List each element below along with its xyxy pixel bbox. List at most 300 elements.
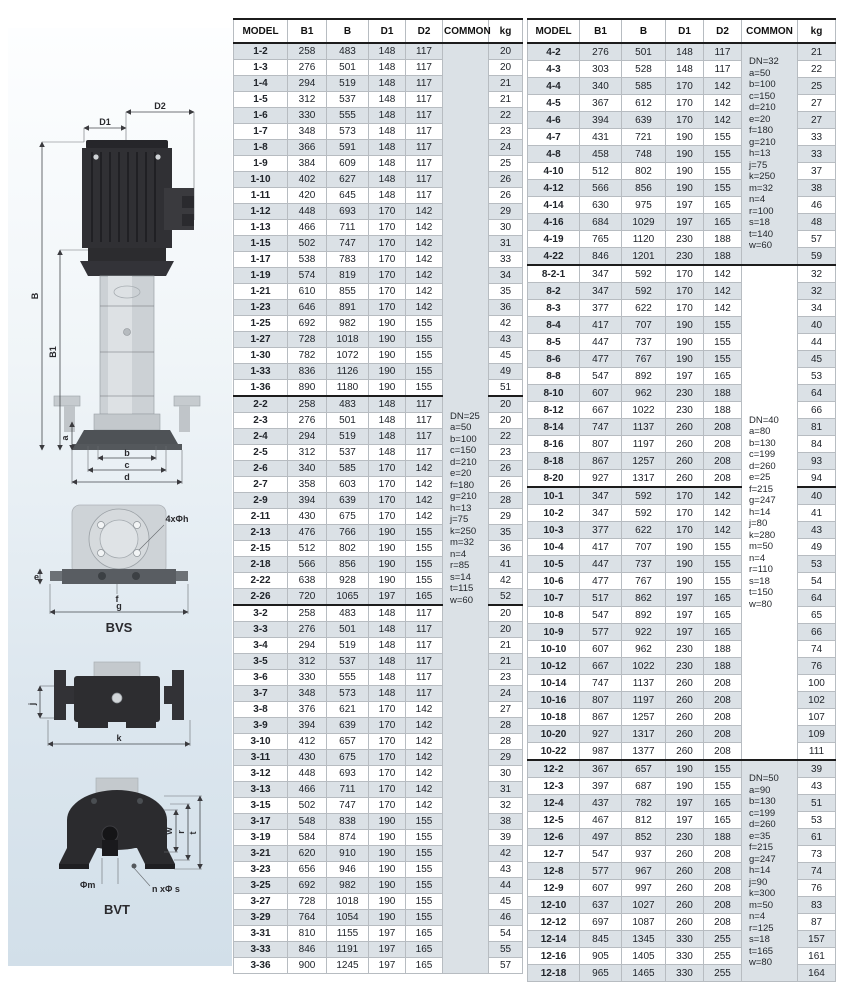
kg-cell: 76 bbox=[798, 880, 836, 897]
dim-value-cell: 737 bbox=[622, 556, 666, 573]
kg-cell: 38 bbox=[489, 814, 523, 830]
dim-value-cell: 965 bbox=[580, 965, 622, 982]
col-header-model: MODEL bbox=[234, 19, 288, 43]
dim-value-cell: 117 bbox=[406, 396, 443, 413]
dim-label-r: r bbox=[176, 830, 186, 834]
dim-value-cell: 1126 bbox=[327, 364, 369, 380]
model-cell: 12-16 bbox=[528, 948, 580, 965]
kg-cell: 107 bbox=[798, 709, 836, 726]
model-cell: 4-3 bbox=[528, 61, 580, 78]
model-cell: 3-9 bbox=[234, 718, 288, 734]
dim-value-cell: 190 bbox=[666, 573, 704, 590]
dim-value-cell: 838 bbox=[327, 814, 369, 830]
kg-cell: 23 bbox=[489, 124, 523, 140]
dim-value-cell: 1201 bbox=[622, 248, 666, 266]
dim-value-cell: 967 bbox=[622, 863, 666, 880]
kg-cell: 22 bbox=[489, 429, 523, 445]
dim-value-cell: 208 bbox=[704, 880, 742, 897]
kg-cell: 53 bbox=[798, 556, 836, 573]
common-dimensions-cell: DN=50 a=90 b=130 c=199 d=260 e=35 f=215 g=247 h=14 j=90 k=300 m=50 n=4 r=125 s=18 t=165 w=80 bbox=[742, 760, 798, 982]
kg-cell: 81 bbox=[798, 419, 836, 436]
dim-value-cell: 547 bbox=[580, 368, 622, 385]
dim-value-cell: 148 bbox=[369, 654, 406, 670]
dim-value-cell: 782 bbox=[622, 795, 666, 812]
bolt-hole bbox=[98, 522, 105, 529]
table-row bbox=[528, 43, 836, 61]
model-cell: 4-2 bbox=[528, 43, 580, 61]
dim-value-cell: 294 bbox=[288, 638, 327, 654]
dim-value-cell: 555 bbox=[327, 108, 369, 124]
kg-cell: 24 bbox=[489, 686, 523, 702]
dim-value-cell: 810 bbox=[288, 926, 327, 942]
dim-value-cell: 687 bbox=[622, 778, 666, 795]
dim-value-cell: 538 bbox=[288, 252, 327, 268]
model-cell: 2-5 bbox=[234, 445, 288, 461]
dim-value-cell: 142 bbox=[406, 750, 443, 766]
model-cell: 3-25 bbox=[234, 878, 288, 894]
dim-value-cell: 142 bbox=[704, 265, 742, 283]
dim-value-cell: 197 bbox=[369, 926, 406, 942]
col-header-d2: D2 bbox=[704, 19, 742, 43]
dim-value-cell: 340 bbox=[288, 461, 327, 477]
dim-value-cell: 155 bbox=[406, 557, 443, 573]
model-cell: 1-25 bbox=[234, 316, 288, 332]
kg-cell: 35 bbox=[489, 525, 523, 541]
dim-value-cell: 170 bbox=[369, 300, 406, 316]
dim-value-cell: 276 bbox=[580, 43, 622, 61]
hole-dia-label: Φm bbox=[80, 880, 96, 890]
kg-cell: 37 bbox=[798, 163, 836, 180]
model-cell: 10-2 bbox=[528, 505, 580, 522]
dim-value-cell: 767 bbox=[622, 351, 666, 368]
dim-value-cell: 117 bbox=[406, 43, 443, 60]
kg-cell: 87 bbox=[798, 914, 836, 931]
model-cell: 12-12 bbox=[528, 914, 580, 931]
dim-value-cell: 208 bbox=[704, 692, 742, 709]
kg-cell: 24 bbox=[489, 140, 523, 156]
model-cell: 8-2-1 bbox=[528, 265, 580, 283]
model-cell: 8-8 bbox=[528, 368, 580, 385]
dim-value-cell: 483 bbox=[327, 43, 369, 60]
dim-value-cell: 190 bbox=[369, 348, 406, 364]
kg-cell: 23 bbox=[489, 445, 523, 461]
dim-value-cell: 165 bbox=[704, 214, 742, 231]
dim-value-cell: 190 bbox=[666, 556, 704, 573]
dim-value-cell: 230 bbox=[666, 641, 704, 658]
dim-value-cell: 255 bbox=[704, 931, 742, 948]
dim-value-cell: 303 bbox=[580, 61, 622, 78]
dim-value-cell: 721 bbox=[622, 129, 666, 146]
dim-value-cell: 260 bbox=[666, 880, 704, 897]
dim-value-cell: 900 bbox=[288, 958, 327, 974]
kg-cell: 32 bbox=[798, 283, 836, 300]
model-cell: 3-10 bbox=[234, 734, 288, 750]
model-cell: 10-9 bbox=[528, 624, 580, 641]
dim-value-cell: 142 bbox=[406, 477, 443, 493]
dim-value-cell: 637 bbox=[580, 897, 622, 914]
model-cell: 3-27 bbox=[234, 894, 288, 910]
dim-value-cell: 255 bbox=[704, 965, 742, 982]
dim-value-cell: 1405 bbox=[622, 948, 666, 965]
dim-value-cell: 946 bbox=[327, 862, 369, 878]
dim-value-cell: 197 bbox=[369, 942, 406, 958]
model-cell: 8-3 bbox=[528, 300, 580, 317]
dim-value-cell: 519 bbox=[327, 76, 369, 92]
dim-value-cell: 208 bbox=[704, 743, 742, 761]
dim-value-cell: 720 bbox=[288, 589, 327, 606]
dim-value-cell: 142 bbox=[406, 718, 443, 734]
dim-value-cell: 208 bbox=[704, 709, 742, 726]
dim-value-cell: 855 bbox=[327, 284, 369, 300]
dim-value-cell: 190 bbox=[666, 351, 704, 368]
kg-cell: 20 bbox=[489, 43, 523, 60]
model-cell: 10-20 bbox=[528, 726, 580, 743]
dim-value-cell: 142 bbox=[406, 766, 443, 782]
dim-value-cell: 230 bbox=[666, 248, 704, 266]
dim-label-j: j bbox=[27, 702, 37, 706]
dim-value-cell: 747 bbox=[327, 236, 369, 252]
dim-value-cell: 466 bbox=[288, 220, 327, 236]
dim-value-cell: 190 bbox=[369, 541, 406, 557]
dim-value-cell: 170 bbox=[369, 702, 406, 718]
model-cell: 1-27 bbox=[234, 332, 288, 348]
dim-value-cell: 155 bbox=[406, 316, 443, 332]
dim-label-b-total: B bbox=[30, 292, 40, 300]
dim-value-cell: 170 bbox=[666, 283, 704, 300]
model-cell: 12-5 bbox=[528, 812, 580, 829]
dim-value-cell: 1120 bbox=[622, 231, 666, 248]
dim-value-cell: 148 bbox=[369, 686, 406, 702]
dim-value-cell: 330 bbox=[288, 108, 327, 124]
dim-value-cell: 188 bbox=[704, 248, 742, 266]
dim-value-cell: 412 bbox=[288, 734, 327, 750]
model-cell: 1-10 bbox=[234, 172, 288, 188]
dim-value-cell: 170 bbox=[666, 95, 704, 112]
model-cell: 10-6 bbox=[528, 573, 580, 590]
dim-value-cell: 170 bbox=[369, 204, 406, 220]
model-cell: 10-1 bbox=[528, 487, 580, 505]
dim-value-cell: 1155 bbox=[327, 926, 369, 942]
model-cell: 2-11 bbox=[234, 509, 288, 525]
dim-value-cell: 621 bbox=[327, 702, 369, 718]
kg-cell: 65 bbox=[798, 607, 836, 624]
kg-cell: 20 bbox=[489, 622, 523, 638]
dim-value-cell: 208 bbox=[704, 453, 742, 470]
dim-value-cell: 447 bbox=[580, 556, 622, 573]
dim-value-cell: 190 bbox=[369, 878, 406, 894]
model-cell: 10-5 bbox=[528, 556, 580, 573]
dim-value-cell: 170 bbox=[369, 782, 406, 798]
dim-label-b: b bbox=[124, 448, 130, 458]
dim-value-cell: 142 bbox=[406, 461, 443, 477]
dim-value-cell: 330 bbox=[666, 965, 704, 982]
model-cell: 8-12 bbox=[528, 402, 580, 419]
dim-value-cell: 630 bbox=[580, 197, 622, 214]
dim-value-cell: 142 bbox=[406, 493, 443, 509]
dim-value-cell: 607 bbox=[580, 641, 622, 658]
kg-cell: 40 bbox=[798, 487, 836, 505]
kg-cell: 49 bbox=[489, 364, 523, 380]
model-cell: 12-9 bbox=[528, 880, 580, 897]
col-header-kg: kg bbox=[798, 19, 836, 43]
kg-cell: 53 bbox=[798, 368, 836, 385]
dim-value-cell: 592 bbox=[622, 505, 666, 522]
kg-cell: 57 bbox=[489, 958, 523, 974]
kg-cell: 64 bbox=[798, 385, 836, 402]
dim-value-cell: 117 bbox=[406, 686, 443, 702]
dim-value-cell: 155 bbox=[704, 334, 742, 351]
dim-value-cell: 190 bbox=[666, 129, 704, 146]
dim-value-cell: 807 bbox=[580, 436, 622, 453]
model-cell: 2-3 bbox=[234, 413, 288, 429]
dim-value-cell: 148 bbox=[666, 43, 704, 61]
model-cell: 2-22 bbox=[234, 573, 288, 589]
model-cell: 1-4 bbox=[234, 76, 288, 92]
dim-value-cell: 117 bbox=[406, 605, 443, 622]
model-cell: 12-4 bbox=[528, 795, 580, 812]
dim-value-cell: 148 bbox=[369, 670, 406, 686]
dim-value-cell: 170 bbox=[369, 798, 406, 814]
dim-value-cell: 188 bbox=[704, 658, 742, 675]
model-cell: 3-13 bbox=[234, 782, 288, 798]
dim-value-cell: 260 bbox=[666, 897, 704, 914]
dim-value-cell: 512 bbox=[580, 163, 622, 180]
dim-value-cell: 1197 bbox=[622, 692, 666, 709]
common-dimensions-cell: DN=32 a=50 b=100 c=150 d=210 e=20 f=180 g=210 h=13 j=75 k=250 m=32 n=4 r=100 s=18 t=140 w=60 bbox=[742, 43, 798, 265]
dim-value-cell: 987 bbox=[580, 743, 622, 761]
model-cell: 3-23 bbox=[234, 862, 288, 878]
dim-value-cell: 260 bbox=[666, 692, 704, 709]
dim-value-cell: 170 bbox=[369, 493, 406, 509]
pump-front-drawing bbox=[14, 100, 226, 496]
dim-value-cell: 155 bbox=[406, 830, 443, 846]
dim-value-cell: 148 bbox=[369, 413, 406, 429]
model-cell: 2-7 bbox=[234, 477, 288, 493]
table-row bbox=[528, 760, 836, 778]
dim-value-cell: 330 bbox=[666, 948, 704, 965]
dim-value-cell: 667 bbox=[580, 402, 622, 419]
dim-value-cell: 155 bbox=[406, 541, 443, 557]
dim-value-cell: 276 bbox=[288, 622, 327, 638]
dim-value-cell: 190 bbox=[666, 760, 704, 778]
dim-value-cell: 975 bbox=[622, 197, 666, 214]
drawing-panel bbox=[8, 28, 232, 966]
dim-value-cell: 260 bbox=[666, 743, 704, 761]
dim-value-cell: 142 bbox=[406, 782, 443, 798]
dim-value-cell: 645 bbox=[327, 188, 369, 204]
model-cell: 10-4 bbox=[528, 539, 580, 556]
dim-value-cell: 208 bbox=[704, 897, 742, 914]
dim-value-cell: 155 bbox=[406, 332, 443, 348]
dim-value-cell: 477 bbox=[580, 351, 622, 368]
dim-value-cell: 208 bbox=[704, 726, 742, 743]
kg-cell: 43 bbox=[489, 862, 523, 878]
kg-cell: 31 bbox=[489, 236, 523, 252]
dim-value-cell: 142 bbox=[704, 95, 742, 112]
kg-cell: 93 bbox=[798, 453, 836, 470]
dim-value-cell: 458 bbox=[580, 146, 622, 163]
model-cell: 4-6 bbox=[528, 112, 580, 129]
dim-value-cell: 142 bbox=[704, 505, 742, 522]
dim-label-t: t bbox=[188, 831, 198, 835]
dim-value-cell: 188 bbox=[704, 385, 742, 402]
dim-value-cell: 573 bbox=[327, 686, 369, 702]
dim-value-cell: 294 bbox=[288, 429, 327, 445]
dim-value-cell: 347 bbox=[580, 505, 622, 522]
bolt-count-label: 4xΦh bbox=[165, 514, 189, 524]
kg-cell: 100 bbox=[798, 675, 836, 692]
kg-cell: 28 bbox=[489, 493, 523, 509]
dim-value-cell: 197 bbox=[666, 812, 704, 829]
dim-value-cell: 574 bbox=[288, 268, 327, 284]
kg-cell: 45 bbox=[798, 351, 836, 368]
dim-value-cell: 697 bbox=[580, 914, 622, 931]
model-cell: 4-22 bbox=[528, 248, 580, 266]
dim-value-cell: 170 bbox=[666, 505, 704, 522]
kg-cell: 61 bbox=[798, 829, 836, 846]
dim-value-cell: 117 bbox=[406, 445, 443, 461]
dim-value-cell: 190 bbox=[369, 573, 406, 589]
model-cell: 3-6 bbox=[234, 670, 288, 686]
dim-value-cell: 867 bbox=[580, 453, 622, 470]
dim-value-cell: 767 bbox=[622, 573, 666, 590]
kg-cell: 164 bbox=[798, 965, 836, 982]
kg-cell: 66 bbox=[798, 402, 836, 419]
model-cell: 4-7 bbox=[528, 129, 580, 146]
model-cell: 4-12 bbox=[528, 180, 580, 197]
dim-value-cell: 537 bbox=[327, 92, 369, 108]
dim-value-cell: 148 bbox=[369, 445, 406, 461]
dim-value-cell: 190 bbox=[666, 163, 704, 180]
model-cell: 1-23 bbox=[234, 300, 288, 316]
kg-cell: 74 bbox=[798, 641, 836, 658]
dim-value-cell: 1027 bbox=[622, 897, 666, 914]
dim-value-cell: 610 bbox=[288, 284, 327, 300]
dim-value-cell: 148 bbox=[666, 61, 704, 78]
dim-value-cell: 802 bbox=[327, 541, 369, 557]
dim-value-cell: 148 bbox=[369, 396, 406, 413]
model-cell: 12-2 bbox=[528, 760, 580, 778]
dim-value-cell: 190 bbox=[666, 334, 704, 351]
dim-value-cell: 148 bbox=[369, 43, 406, 60]
dim-value-cell: 170 bbox=[666, 112, 704, 129]
dim-value-cell: 937 bbox=[622, 846, 666, 863]
dim-value-cell: 148 bbox=[369, 429, 406, 445]
model-cell: 3-7 bbox=[234, 686, 288, 702]
kg-cell: 30 bbox=[489, 766, 523, 782]
dim-value-cell: 874 bbox=[327, 830, 369, 846]
model-cell: 3-5 bbox=[234, 654, 288, 670]
dim-value-cell: 117 bbox=[406, 76, 443, 92]
dim-value-cell: 657 bbox=[622, 760, 666, 778]
dim-value-cell: 519 bbox=[327, 638, 369, 654]
dim-value-cell: 260 bbox=[666, 453, 704, 470]
dim-value-cell: 1029 bbox=[622, 214, 666, 231]
dim-value-cell: 548 bbox=[288, 814, 327, 830]
dim-value-cell: 693 bbox=[327, 766, 369, 782]
dim-value-cell: 165 bbox=[406, 589, 443, 606]
dim-value-cell: 190 bbox=[666, 539, 704, 556]
dim-label-e: e bbox=[34, 572, 40, 582]
dim-value-cell: 155 bbox=[704, 317, 742, 334]
dim-value-cell: 622 bbox=[622, 522, 666, 539]
dim-value-cell: 142 bbox=[406, 284, 443, 300]
dim-value-cell: 501 bbox=[622, 43, 666, 61]
kg-cell: 30 bbox=[489, 220, 523, 236]
model-cell: 1-19 bbox=[234, 268, 288, 284]
dim-value-cell: 622 bbox=[622, 300, 666, 317]
dim-value-cell: 142 bbox=[704, 112, 742, 129]
dim-value-cell: 117 bbox=[406, 188, 443, 204]
model-cell: 10-22 bbox=[528, 743, 580, 761]
kg-cell: 25 bbox=[489, 156, 523, 172]
dim-value-cell: 1054 bbox=[327, 910, 369, 926]
dim-value-cell: 394 bbox=[288, 718, 327, 734]
dim-value-cell: 276 bbox=[288, 60, 327, 76]
dim-value-cell: 148 bbox=[369, 622, 406, 638]
bolt-hole bbox=[134, 550, 141, 557]
dim-value-cell: 230 bbox=[666, 658, 704, 675]
kg-cell: 21 bbox=[489, 638, 523, 654]
model-cell: 1-5 bbox=[234, 92, 288, 108]
dim-value-cell: 117 bbox=[406, 670, 443, 686]
kg-cell: 32 bbox=[798, 265, 836, 283]
dim-value-cell: 170 bbox=[369, 734, 406, 750]
dim-value-cell: 1465 bbox=[622, 965, 666, 982]
model-cell: 2-2 bbox=[234, 396, 288, 413]
dim-value-cell: 165 bbox=[704, 197, 742, 214]
dim-value-cell: 747 bbox=[327, 798, 369, 814]
model-cell: 8-10 bbox=[528, 385, 580, 402]
dim-value-cell: 155 bbox=[406, 573, 443, 589]
dim-value-cell: 376 bbox=[288, 702, 327, 718]
dim-value-cell: 208 bbox=[704, 436, 742, 453]
dim-value-cell: 892 bbox=[622, 607, 666, 624]
common-dimensions-cell: DN=40 a=80 b=130 c=199 d=260 e=25 f=215 g=247 h=14 j=80 k=280 m=50 n=4 r=110 s=18 t=150 w=80 bbox=[742, 265, 798, 760]
bolt-hole bbox=[98, 550, 105, 557]
dim-value-cell: 764 bbox=[288, 910, 327, 926]
dim-value-cell: 117 bbox=[406, 140, 443, 156]
model-cell: 10-3 bbox=[528, 522, 580, 539]
model-cell: 4-10 bbox=[528, 163, 580, 180]
dim-value-cell: 190 bbox=[666, 317, 704, 334]
dim-value-cell: 802 bbox=[622, 163, 666, 180]
dim-value-cell: 170 bbox=[369, 461, 406, 477]
dim-value-cell: 783 bbox=[327, 252, 369, 268]
dim-value-cell: 467 bbox=[580, 812, 622, 829]
kg-cell: 94 bbox=[798, 470, 836, 488]
kg-cell: 32 bbox=[489, 798, 523, 814]
dim-value-cell: 208 bbox=[704, 914, 742, 931]
dim-value-cell: 584 bbox=[288, 830, 327, 846]
dim-value-cell: 142 bbox=[406, 220, 443, 236]
model-cell: 8-16 bbox=[528, 436, 580, 453]
dim-value-cell: 1022 bbox=[622, 658, 666, 675]
model-cell: 8-4 bbox=[528, 317, 580, 334]
dim-value-cell: 148 bbox=[369, 638, 406, 654]
dim-value-cell: 230 bbox=[666, 402, 704, 419]
dim-value-cell: 711 bbox=[327, 220, 369, 236]
dim-value-cell: 922 bbox=[622, 624, 666, 641]
dim-value-cell: 190 bbox=[369, 525, 406, 541]
dim-value-cell: 148 bbox=[369, 156, 406, 172]
dim-value-cell: 537 bbox=[327, 654, 369, 670]
dim-value-cell: 466 bbox=[288, 782, 327, 798]
dim-value-cell: 417 bbox=[580, 539, 622, 556]
kg-cell: 26 bbox=[489, 461, 523, 477]
col-header-b: B bbox=[622, 19, 666, 43]
dim-value-cell: 148 bbox=[369, 60, 406, 76]
